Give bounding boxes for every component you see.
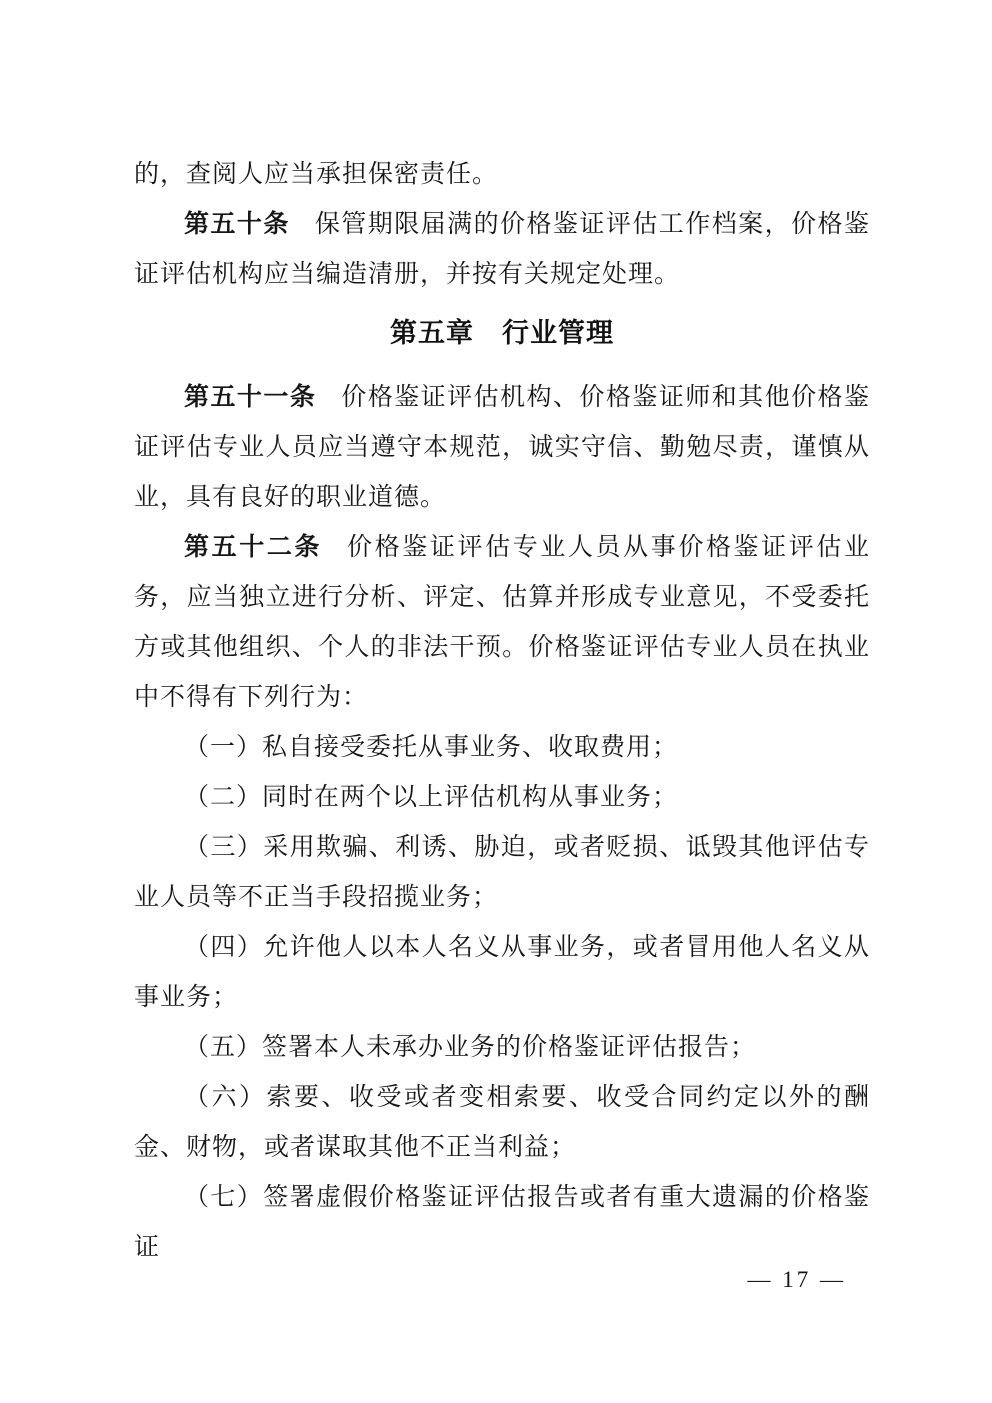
article-51 [134,373,870,523]
chapter-heading: 第五章 行业管理 [390,318,614,348]
article-50 [134,200,870,300]
article-50-text: 保管期限届满的价格鉴证评估工作档案，价格鉴证评估机构应当编造清册，并按有关规定处理。 [134,211,870,288]
list-item-4: （四）允许他人以本人名义从事业务，或者冒用他人名义从事业务； [134,934,870,1011]
article-51-number: 第五十一条 [184,384,317,411]
document-body [134,150,870,1273]
article-52-text: 价格鉴证评估专业人员从事价格鉴证评估业务，应当独立进行分析、评定、估算并形成专业意见，不受委托方或其他组织、个人的非法干预。价格鉴证评估专业人员在执业中不得有下列行为： [134,534,870,711]
list-item-1: （一）私自接受委托从事业务、收取费用； [184,734,679,761]
list-item-2: （二）同时在两个以上评估机构从事业务； [184,784,679,811]
list-item-3: （三）采用欺骗、利诱、胁迫，或者贬损、诋毁其他评估专业人员等不正当手段招揽业务； [134,834,870,911]
article-50-number: 第五十条 [184,211,290,238]
article-51-text: 价格鉴证评估机构、价格鉴证师和其他价格鉴证评估专业人员应当遵守本规范，诚实守信、勤勉尽责，谨慎从业，具有良好的职业道德。 [134,384,870,511]
list-item-5: （五）签署本人未承办业务的价格鉴证评估报告； [184,1034,757,1061]
list-item-7: （七）签署虚假价格鉴证评估报告或者有重大遗漏的价格鉴证 [134,1184,870,1261]
paragraph-continuation: 的，查阅人应当承担保密责任。 [134,161,499,188]
article-52-number: 第五十二条 [184,534,323,561]
article-52 [134,523,870,723]
list-item-6: （六）索要、收受或者变相索要、收受合同约定以外的酬金、财物，或者谋取其他不正当利益； [134,1084,870,1161]
page-number: — 17 — [747,1267,846,1292]
